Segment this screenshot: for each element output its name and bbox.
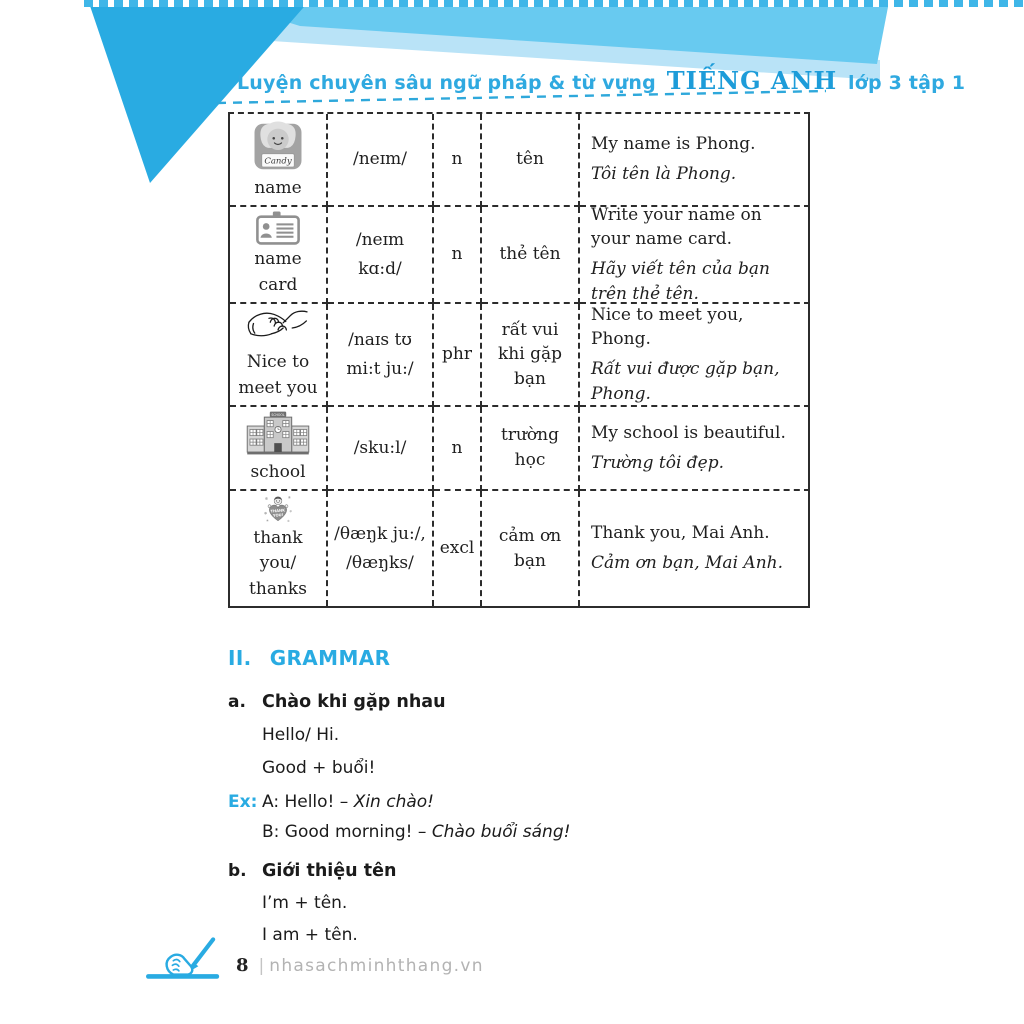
svg-text:✻: ✻ (287, 518, 290, 523)
handshake-illustration (233, 308, 323, 348)
item-label: a. (228, 692, 246, 712)
example-english: My name is Phong. (591, 134, 756, 155)
example-english: My school is beautiful. (591, 422, 786, 443)
table-row (230, 491, 808, 606)
table-row (230, 114, 808, 207)
thank-you-text-line1: THANK (270, 508, 286, 514)
word-cell (230, 304, 328, 407)
page-number: 8 (236, 955, 249, 976)
grammar-heading (228, 646, 808, 670)
meaning-cell: trường học (482, 407, 580, 491)
vocabulary-table (228, 112, 810, 608)
example-vietnamese: Cảm ơn bạn, Mai Anh. (591, 553, 783, 573)
title-brand: TIẾNG ANH (666, 66, 838, 95)
girl-name-tag-illustration (246, 118, 310, 174)
grammar-item-a-title (228, 692, 808, 713)
grammar-line-text: Hello/ Hi. (262, 725, 340, 745)
item-title: Chào khi gặp nhau (262, 692, 446, 712)
table-row (230, 204, 808, 304)
title-prefix: Luyện chuyên sâu ngữ pháp & từ vựng (237, 72, 656, 94)
example-english: Write your name on your name card. (591, 204, 762, 250)
grammar-item-b-title (228, 861, 808, 882)
footer-separator: | (258, 956, 265, 976)
grammar-line (228, 925, 808, 946)
example-vietnamese: Hãy viết tên của bạn trên thẻ tên. (591, 259, 770, 304)
example-vietnamese: Rất vui được gặp bạn, Phong. (591, 359, 780, 404)
example-cell (580, 491, 810, 606)
svg-text:❄: ❄ (289, 509, 293, 514)
grammar-example-line (228, 822, 808, 843)
grammar-line-text: Good + buổi! (262, 758, 376, 778)
word-cell (230, 407, 328, 491)
title-suffix: lớp 3 tập 1 (848, 72, 966, 94)
phonetic-cell: /θæŋk ju:/, /θæŋks/ (328, 491, 434, 606)
id-card-illustration (238, 211, 318, 245)
example-english: Thank you, Mai Anh. (591, 523, 770, 544)
table-row (230, 304, 808, 407)
example-english: Nice to meet you, Phong. (591, 304, 744, 350)
meaning-cell: thẻ tên (482, 207, 580, 304)
grammar-heading-number: II. (228, 646, 252, 670)
pos-cell: n (434, 407, 482, 491)
table-row (230, 407, 808, 491)
example-cell (580, 304, 810, 407)
thank-you-text-line2: YOU! (272, 512, 284, 518)
word-label: name card (254, 249, 302, 295)
example-vietnamese: Tôi tên là Phong. (591, 164, 737, 184)
footer (236, 955, 484, 976)
meaning-cell: cảm ơn bạn (482, 491, 580, 606)
meaning-cell: tên (482, 114, 580, 207)
svg-text:❀: ❀ (266, 518, 269, 523)
pos-cell: phr (434, 304, 482, 407)
phonetic-cell: /naɪs tʊ mi:t ju:/ (328, 304, 434, 407)
item-title: Giới thiệu tên (262, 861, 397, 881)
word-label: Nice to meet you (238, 352, 318, 398)
word-label: school (250, 461, 306, 482)
grammar-line-text: I am + tên. (262, 925, 358, 945)
meaning-cell: rất vui khi gặp bạn (482, 304, 580, 407)
example-text: B: Good morning! – Chào buổi sáng! (262, 822, 571, 842)
grammar-section (228, 646, 808, 946)
svg-text:✻: ✻ (264, 495, 269, 501)
word-label: thank you/ thanks (249, 527, 307, 599)
school-sign-text: SCHOOL (271, 412, 285, 417)
svg-text:✽: ✽ (264, 511, 267, 516)
grammar-line (228, 893, 808, 914)
example-vietnamese: Trường tôi đẹp. (591, 452, 725, 473)
phonetic-cell: /sku:l/ (328, 407, 434, 491)
phonetic-cell: /neɪm/ (328, 114, 434, 207)
word-cell (230, 114, 328, 207)
phonetic-cell: /neɪm kɑ:d/ (328, 207, 434, 304)
grammar-example-line (228, 792, 808, 813)
writing-hand-logo-icon (144, 932, 236, 982)
svg-text:❀: ❀ (287, 495, 291, 500)
item-label: b. (228, 861, 247, 881)
website-text: nhasachminhthang.vn (269, 956, 484, 976)
pos-cell: excl (434, 491, 482, 606)
word-cell (230, 207, 328, 304)
grammar-line (228, 725, 808, 746)
word-label: name (254, 177, 302, 198)
example-cell (580, 407, 810, 491)
thank-you-kid-illustration (240, 495, 316, 524)
example-label: Ex: (228, 792, 258, 812)
example-cell (580, 204, 810, 304)
example-cell (580, 114, 810, 207)
name-tag-text: Candy (264, 156, 292, 167)
grammar-line-text: I’m + tên. (262, 893, 348, 913)
page-header-title (237, 66, 965, 95)
dotted-top-border (84, 0, 1024, 7)
grammar-line (228, 758, 808, 779)
pos-cell: n (434, 207, 482, 304)
grammar-heading-text: GRAMMAR (269, 646, 391, 670)
example-text: A: Hello! – Xin chào! (262, 792, 434, 812)
school-building-illustration (233, 411, 323, 458)
word-cell (230, 491, 328, 606)
pos-cell: n (434, 114, 482, 207)
